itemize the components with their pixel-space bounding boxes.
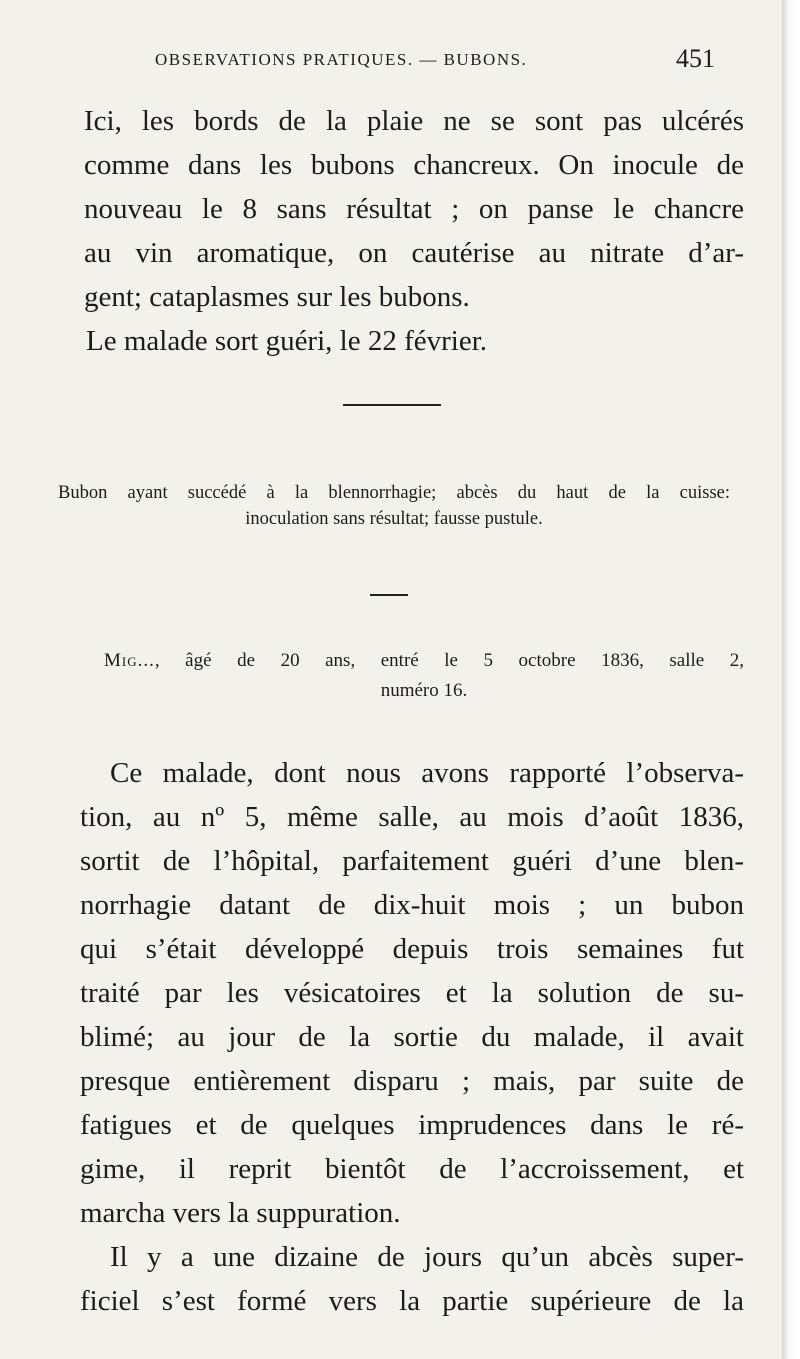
- text-line: blimé; au jour de la sortie du malade, il avait: [80, 1021, 744, 1053]
- caption-line: inoculation sans résultat; fausse pustule.: [245, 509, 543, 529]
- text-line: presque entièrement disparu ; mais, par suite de: [80, 1065, 744, 1097]
- text-line: gent; cataplasmes sur les bubons.: [84, 281, 470, 313]
- paragraph-block-1: [84, 99, 744, 363]
- patient-room-number: numéro 16.: [380, 680, 468, 701]
- section-divider: [343, 404, 441, 406]
- text-line: nouveau le 8 sans résultat ; on panse le chancre: [84, 193, 744, 225]
- text-line: ficiel s’est formé vers la partie supérieure de la: [80, 1285, 744, 1317]
- text-line: Ce malade, dont nous avons rapporté l’observa-: [110, 757, 744, 789]
- patient-info: [104, 646, 744, 706]
- text-line: traité par les vésicatoires et la solution de su-: [80, 977, 744, 1009]
- text-line: au vin aromatique, on cautérise au nitrate d’ar-: [84, 237, 744, 269]
- page-number: 451: [676, 44, 715, 73]
- text-line: sortit de l’hôpital, parfaitement guéri d’une blen-: [80, 845, 744, 877]
- page-header: [0, 44, 782, 80]
- text-line: norrhagie datant de dix-huit mois ; un bubon: [80, 889, 744, 921]
- text-line: Le malade sort guéri, le 22 février.: [86, 325, 488, 357]
- text-line: fatigues et de quelques imprudences dans le ré-: [80, 1109, 744, 1141]
- page-edge: [782, 0, 800, 1359]
- short-divider: [370, 594, 408, 596]
- text-line: qui s’était développé depuis trois semaines fut: [80, 933, 744, 965]
- text-line: gime, il reprit bientôt de l’accroissement, et: [80, 1153, 744, 1185]
- running-head: OBSERVATIONS PRATIQUES. — BUBONS.: [155, 50, 528, 69]
- case-caption: [58, 480, 730, 532]
- text-line: comme dans les bubons chancreux. On inocule de: [84, 149, 744, 181]
- patient-details: , âgé de 20 ans, entré le 5 octobre 1836, salle 2,: [154, 650, 744, 671]
- text-line: tion, au nº 5, même salle, au mois d’août 1836,: [80, 801, 744, 833]
- patient-line: [104, 646, 744, 676]
- text-line: Il y a une dizaine de jours qu’un abcès super-: [110, 1241, 744, 1273]
- patient-name: Mig...: [104, 650, 155, 671]
- caption-line: Bubon ayant succédé à la blennorrhagie; abcès du haut de la cuisse:: [58, 483, 730, 503]
- paragraph-block-2: [80, 751, 744, 1323]
- text-line: marcha vers la suppuration.: [80, 1197, 401, 1229]
- text-line: Ici, les bords de la plaie ne se sont pas ulcérés: [84, 105, 744, 137]
